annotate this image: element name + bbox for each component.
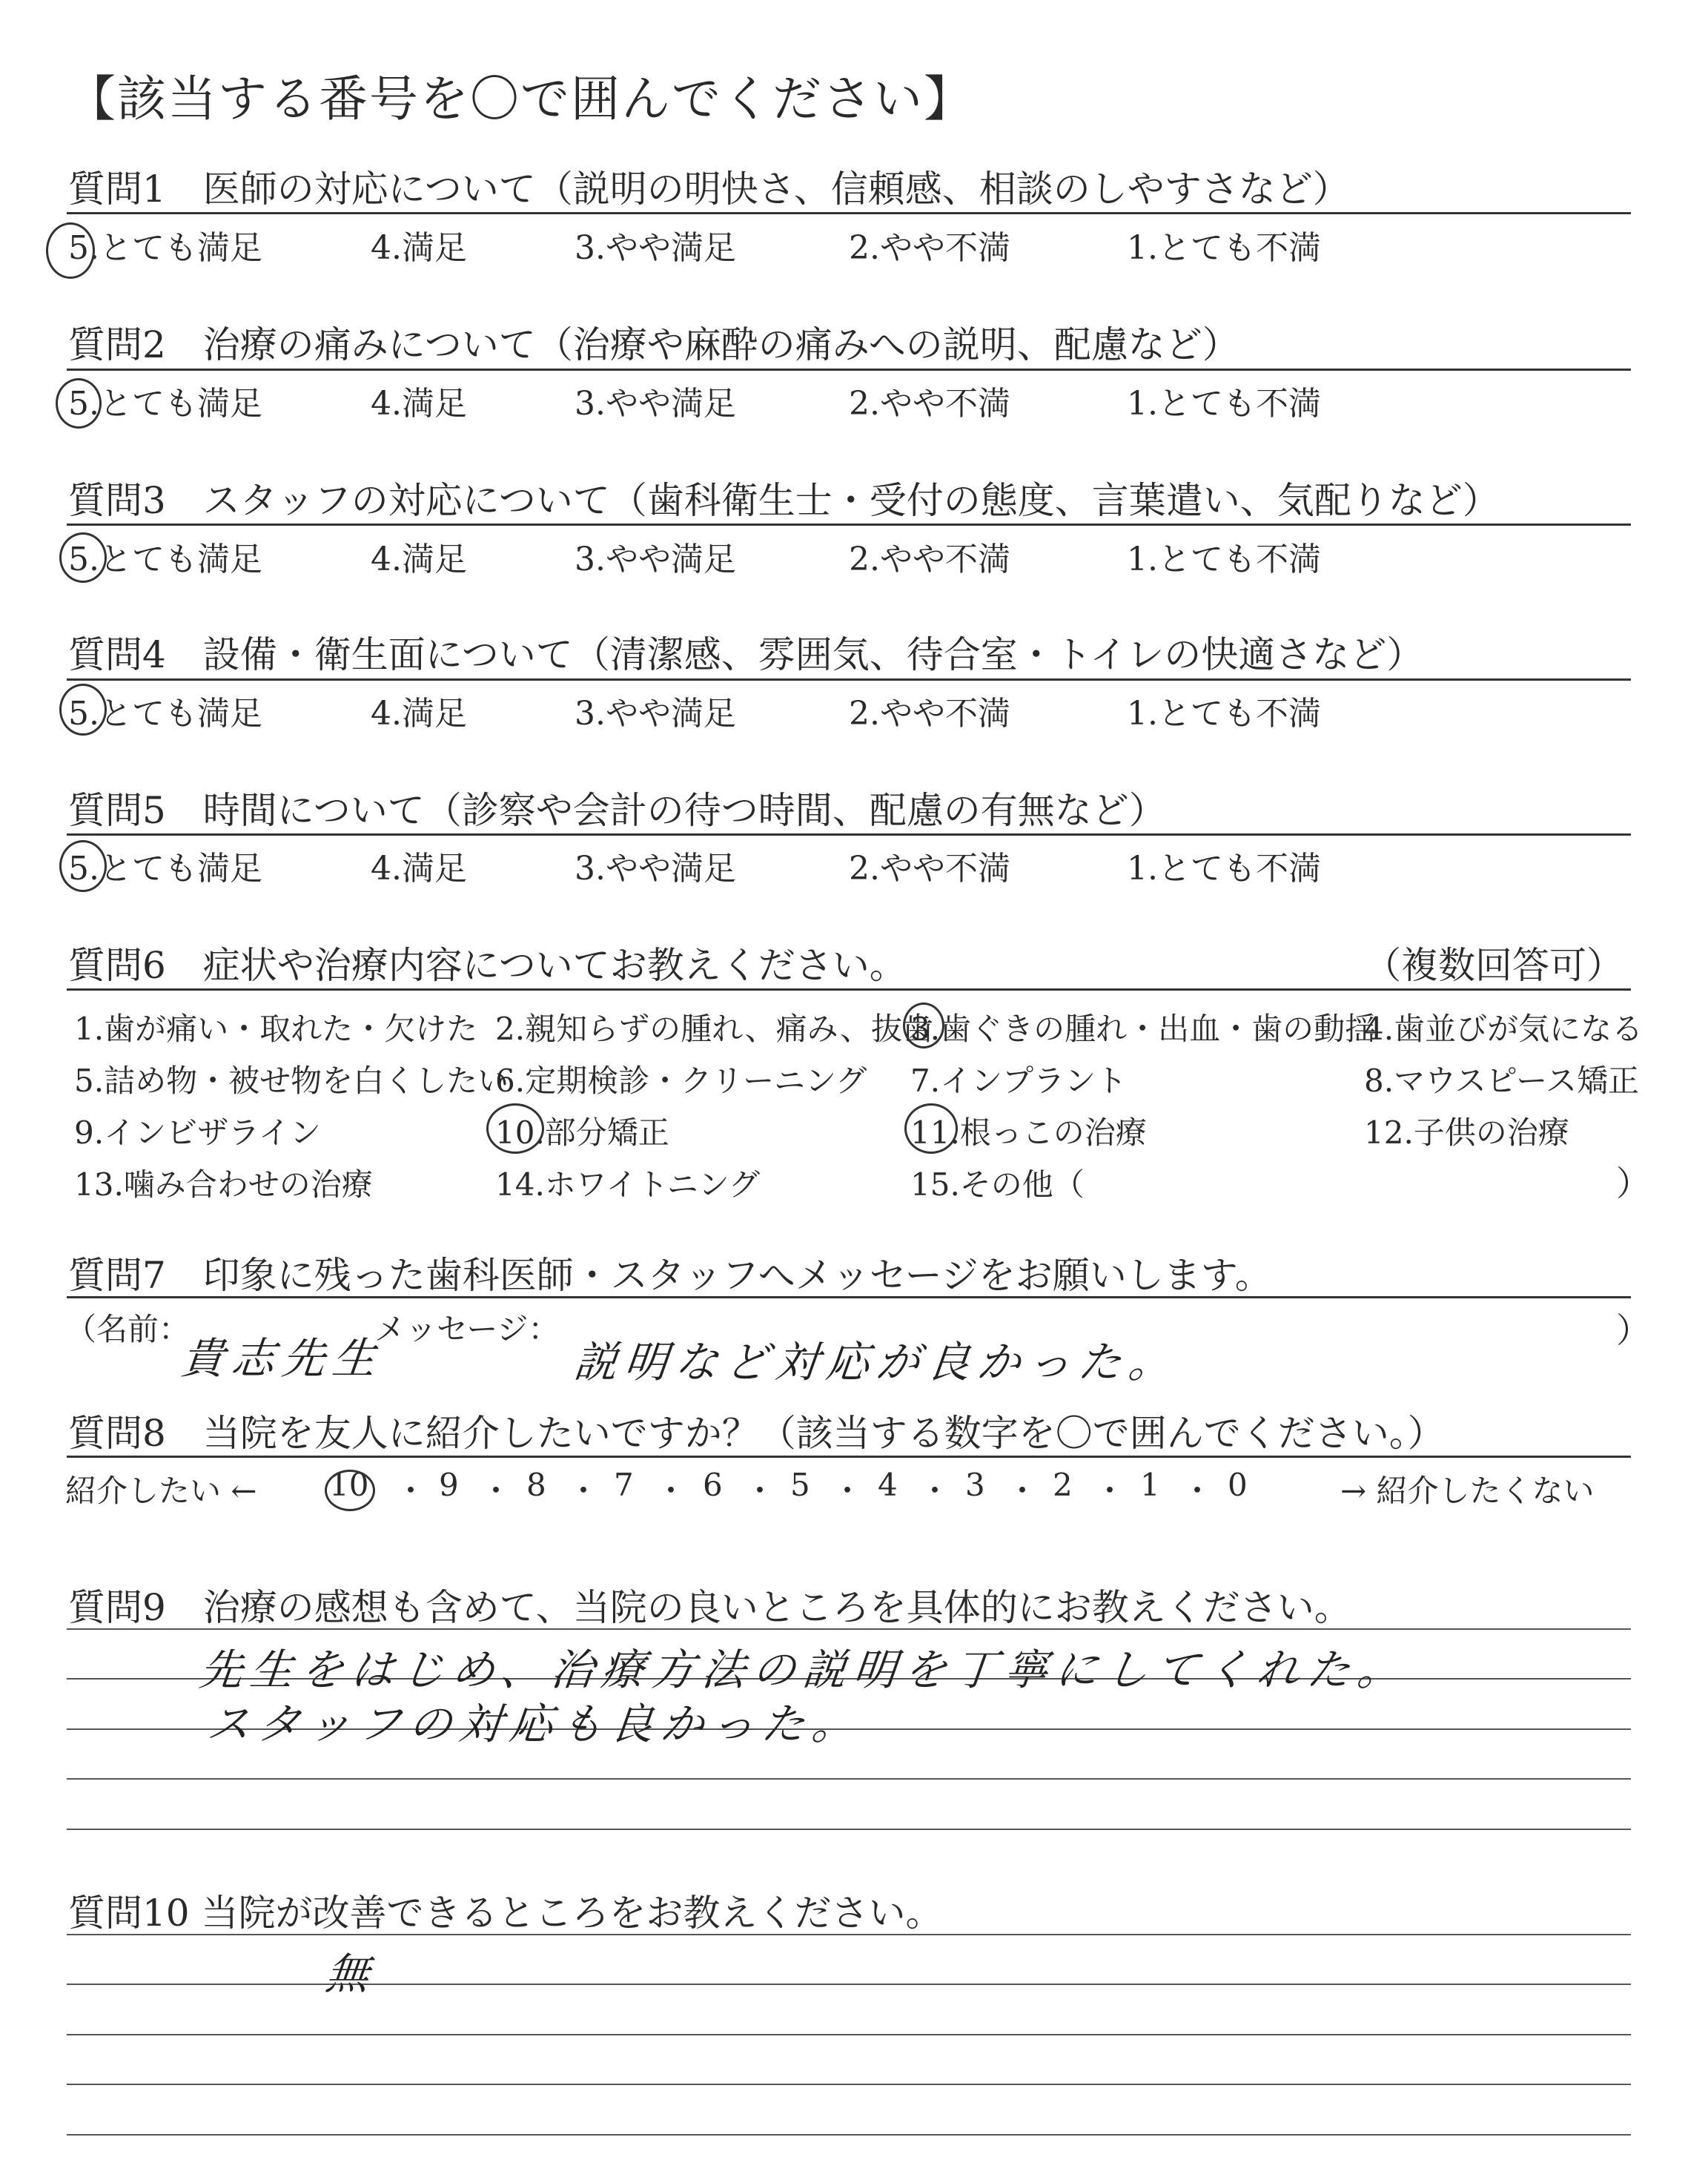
q8-scale-sep: ・	[744, 1473, 776, 1509]
q1-title: 質問1 医師の対応について（説明の明快さ、信頼感、相談のしやすさなど）	[68, 168, 1350, 211]
q8-left-label: 紹介したい ←	[65, 1473, 257, 1509]
q1-option-2[interactable]: 2.やや不満	[849, 229, 1010, 267]
q1-option-5[interactable]: 5.とても満足	[68, 229, 262, 267]
q7-title: 質問7 印象に残った歯科医師・スタッフへメッセージをお願いします。	[68, 1254, 1272, 1297]
q4-divider	[67, 678, 1631, 681]
q8-scale-sep: ・	[832, 1473, 864, 1509]
q5-divider	[67, 833, 1631, 836]
q8-scale-sep: ・	[568, 1473, 600, 1509]
q8-scale-8[interactable]: 8	[526, 1467, 546, 1503]
q8-scale-sep: ・	[395, 1473, 427, 1509]
q8-scale-sep: ・	[655, 1473, 687, 1509]
q8-selection-circle	[325, 1470, 375, 1511]
q8-scale-1[interactable]: 1	[1140, 1467, 1160, 1503]
form-header: 【該当する番号を〇で囲んでください】	[67, 70, 974, 128]
q4-title: 質問4 設備・衛生面について（清潔感、雰囲気、待合室・トイレの快適さなど）	[68, 633, 1424, 676]
q8-scale-9[interactable]: 9	[439, 1467, 459, 1503]
q1-option-3[interactable]: 3.やや満足	[575, 229, 736, 267]
q10-line-2	[67, 2034, 1631, 2035]
q10-line-3	[67, 2084, 1631, 2085]
q3-selection-circle	[59, 532, 107, 583]
q8-scale-6[interactable]: 6	[703, 1467, 723, 1503]
q9-line-4	[67, 1829, 1631, 1830]
q6-option-14[interactable]: 14.ホワイトニング	[495, 1166, 761, 1203]
q1-divider	[67, 212, 1631, 214]
q7-message-value[interactable]: 説明など対応が良かった。	[571, 1337, 1182, 1387]
q6-option-8[interactable]: 8.マウスピース矯正	[1364, 1063, 1640, 1099]
q8-scale-sep: ・	[1094, 1473, 1126, 1509]
q6-option-6[interactable]: 6.定期検診・クリーニング	[495, 1063, 867, 1099]
q3-option-4[interactable]: 4.満足	[371, 541, 467, 578]
q7-close: ）	[1616, 1310, 1650, 1350]
q6-other-close: ）	[1616, 1163, 1650, 1203]
q9-title: 質問9 治療の感想も含めて、当院の良いところを具体的にお教えください。	[68, 1586, 1351, 1629]
q4-option-1[interactable]: 1.とても不満	[1127, 695, 1321, 733]
q6-option-12[interactable]: 12.子供の治療	[1364, 1114, 1569, 1151]
q4-option-4[interactable]: 4.満足	[371, 695, 467, 733]
q5-title: 質問5 時間について（診察や会計の待つ時間、配慮の有無など）	[68, 789, 1166, 832]
q6-option-10[interactable]: 10.部分矯正	[495, 1114, 669, 1151]
q6-option-13[interactable]: 13.噛み合わせの治療	[74, 1166, 373, 1203]
q7-name-label: （名前：	[65, 1311, 191, 1347]
q3-option-3[interactable]: 3.やや満足	[575, 541, 736, 578]
q5-option-4[interactable]: 4.満足	[371, 850, 467, 888]
q2-selection-circle	[56, 378, 102, 429]
q10-answer-line-1[interactable]: 無	[322, 1949, 380, 1999]
q8-scale-sep: ・	[1007, 1473, 1039, 1509]
q5-option-5[interactable]: 5.とても満足	[68, 850, 262, 888]
q10-line-0	[67, 1934, 1631, 1935]
q1-option-1[interactable]: 1.とても不満	[1127, 229, 1321, 267]
q2-option-1[interactable]: 1.とても不満	[1127, 385, 1321, 423]
q7-name-value[interactable]: 貴志先生	[178, 1333, 386, 1384]
q4-selection-circle	[59, 684, 107, 736]
q6-selection-circle-11	[904, 1103, 958, 1154]
q8-scale-sep: ・	[919, 1473, 951, 1509]
q8-scale-sep: ・	[1182, 1473, 1214, 1509]
q10-line-4	[67, 2134, 1631, 2136]
q8-scale-3[interactable]: 3	[965, 1467, 985, 1503]
q8-divider	[67, 1456, 1631, 1458]
q6-option-5[interactable]: 5.詰め物・被せ物を白くしたい	[74, 1063, 509, 1099]
q8-scale-7[interactable]: 7	[614, 1467, 634, 1503]
q6-selection-circle-3	[903, 1003, 944, 1048]
q10-title: 質問10 当院が改善できるところをお教えください。	[68, 1892, 943, 1935]
q3-title: 質問3 スタッフの対応について（歯科衛生士・受付の態度、言葉遣い、気配りなど）	[68, 479, 1500, 522]
q3-option-5[interactable]: 5.とても満足	[68, 541, 262, 578]
q3-option-2[interactable]: 2.やや不満	[849, 541, 1010, 578]
q3-option-1[interactable]: 1.とても不満	[1127, 541, 1321, 578]
q8-scale-0[interactable]: 0	[1228, 1467, 1248, 1503]
q6-option-15[interactable]: 15.その他（	[910, 1166, 1085, 1203]
q3-divider	[67, 524, 1631, 526]
q8-scale-4[interactable]: 4	[878, 1467, 898, 1503]
q2-option-2[interactable]: 2.やや不満	[849, 385, 1010, 423]
q5-option-1[interactable]: 1.とても不満	[1127, 850, 1321, 888]
q6-option-11[interactable]: 11.根っこの治療	[910, 1114, 1147, 1151]
q6-divider	[67, 988, 1631, 991]
q10-line-1	[67, 1984, 1631, 1985]
q8-right-label: → 紹介したくない	[1340, 1473, 1595, 1509]
q5-option-2[interactable]: 2.やや不満	[849, 850, 1010, 888]
q8-scale	[326, 1467, 1320, 1511]
q2-divider	[67, 369, 1631, 371]
q6-title: 質問6 症状や治療内容についてお教えください。	[68, 944, 907, 987]
q9-line-0	[67, 1628, 1631, 1630]
q8-title: 質問8 当院を友人に紹介したいですか？（該当する数字を〇で囲んでください。）	[68, 1412, 1445, 1455]
q7-divider	[67, 1296, 1631, 1298]
q6-note: （複数回答可）	[1364, 944, 1623, 987]
q6-option-2[interactable]: 2.親知らずの腫れ、痛み、抜歯	[495, 1011, 934, 1047]
q2-option-4[interactable]: 4.満足	[371, 385, 467, 423]
q8-scale-sep: ・	[480, 1473, 512, 1509]
q9-line-3	[67, 1778, 1631, 1780]
q4-option-5[interactable]: 5.とても満足	[68, 695, 262, 733]
q8-scale-5[interactable]: 5	[790, 1467, 810, 1503]
q2-title: 質問2 治療の痛みについて（治療や麻酔の痛みへの説明、配慮など）	[68, 323, 1239, 366]
q6-selection-circle-10	[486, 1103, 544, 1154]
q7-message-label: メッセージ：	[374, 1311, 560, 1347]
q8-scale-2[interactable]: 2	[1053, 1467, 1073, 1503]
q2-option-5[interactable]: 5.とても満足	[68, 385, 262, 423]
q9-answer-line-2[interactable]: スタッフの対応も良かった。	[204, 1699, 866, 1749]
q9-answer-line-1[interactable]: 先生をはじめ、治療方法の説明を丁寧にしてくれた。	[196, 1645, 1411, 1695]
q6-option-7[interactable]: 7.インプラント	[910, 1063, 1128, 1099]
q5-selection-circle	[59, 840, 107, 892]
q6-option-4[interactable]: 4.歯並びが気になる	[1364, 1011, 1644, 1047]
q4-option-2[interactable]: 2.やや不満	[849, 695, 1010, 733]
q2-option-3[interactable]: 3.やや満足	[575, 385, 736, 423]
q6-option-3[interactable]: 3.歯ぐきの腫れ・出血・歯の動揺	[910, 1011, 1377, 1047]
q8-scale-10[interactable]: 10	[329, 1467, 369, 1503]
q6-option-1[interactable]: 1.歯が痛い・取れた・欠けた	[74, 1011, 478, 1047]
q4-option-3[interactable]: 3.やや満足	[575, 695, 736, 733]
q1-option-4[interactable]: 4.満足	[371, 229, 467, 267]
q6-option-9[interactable]: 9.インビザライン	[74, 1114, 321, 1151]
q5-option-3[interactable]: 3.やや満足	[575, 850, 736, 888]
q1-selection-circle	[46, 222, 95, 279]
